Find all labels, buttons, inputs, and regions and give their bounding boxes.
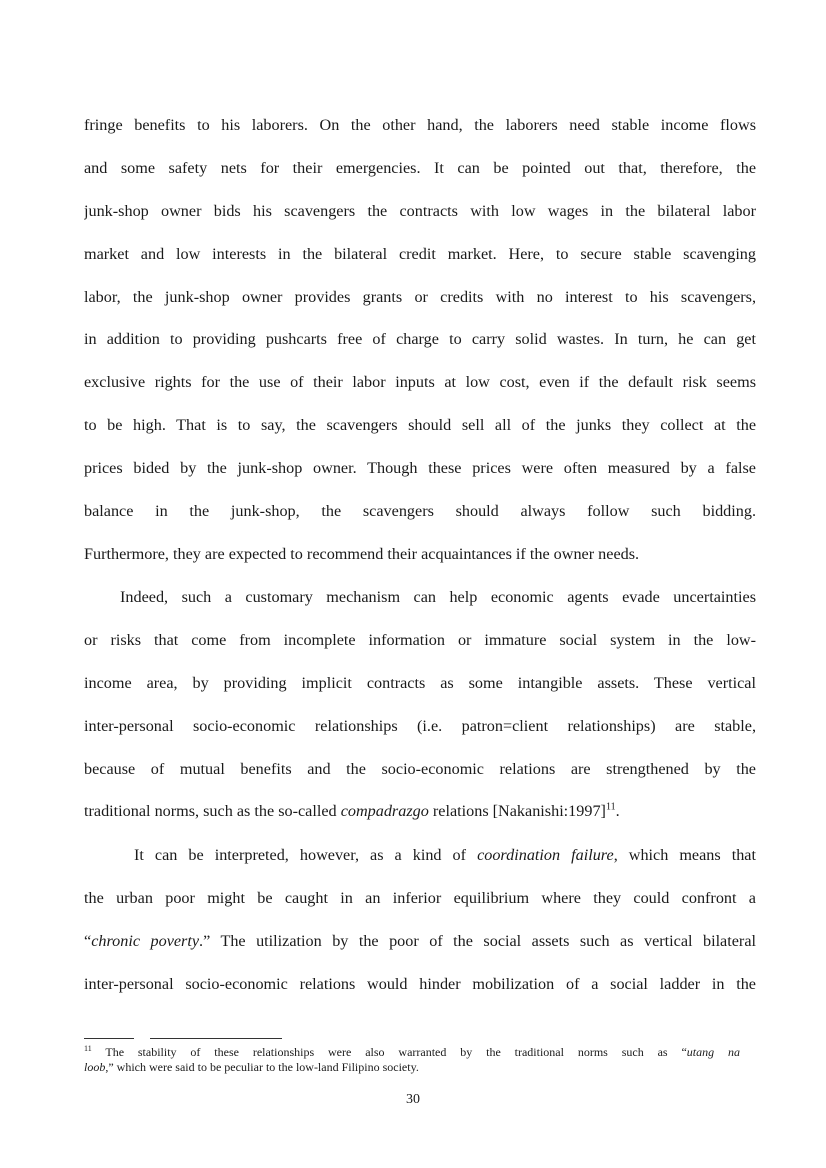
text-run: .” The utilization by the poor of the social assets such as vertical bilateral bbox=[199, 931, 756, 950]
text-line: in addition to providing pushcarts free of charge to carry solid wastes. In turn, he can get bbox=[84, 330, 756, 349]
footnote-line bbox=[84, 1045, 740, 1060]
italic-term: chronic poverty bbox=[91, 931, 200, 950]
italic-term: compadrazgo bbox=[340, 802, 429, 821]
text-run: ,” which were said to be peculiar to the low-land Filipino society. bbox=[105, 1059, 419, 1074]
text-line: and some safety nets for their emergencies. It can be pointed out that, therefore, the bbox=[84, 158, 756, 177]
text-line: prices bided by the junk-shop owner. Though these prices were often measured by a false bbox=[84, 459, 756, 478]
footnote-separator bbox=[84, 1038, 134, 1039]
text-run: The stability of these relationships were also warranted by the traditional norms such as “ bbox=[91, 1045, 687, 1059]
text-run: “ bbox=[84, 931, 92, 950]
footnote-number: 11 bbox=[84, 1044, 92, 1053]
text-line: because of mutual benefits and the socio-economic relations are strengthened by the bbox=[84, 759, 756, 778]
text-line bbox=[84, 790, 756, 833]
italic-term: loob bbox=[84, 1059, 106, 1074]
paragraph-2 bbox=[84, 576, 756, 833]
italic-term: utang na bbox=[686, 1045, 740, 1059]
text-run: traditional norms, such as the so-called bbox=[84, 802, 341, 821]
text-line: inter-personal socio-economic relations would hinder mobilization of a social ladder in the bbox=[84, 974, 756, 993]
paragraph-1 bbox=[84, 104, 756, 576]
text-line: income area, by providing implicit contracts as some intangible assets. These vertical bbox=[84, 673, 756, 692]
italic-term: coordination failure bbox=[477, 846, 614, 864]
text-line: junk-shop owner bids his scavengers the contracts with low wages in the bilateral labor bbox=[84, 201, 756, 220]
footnote bbox=[84, 1045, 740, 1074]
text-run: It can be interpreted, however, as a kind of bbox=[134, 846, 478, 864]
text-line: labor, the junk-shop owner provides grants or credits with no interest to his scavengers, bbox=[84, 287, 756, 306]
footnote-reference[interactable]: 11 bbox=[605, 802, 616, 814]
footnote-line bbox=[84, 1060, 740, 1075]
footnote-separator bbox=[150, 1038, 282, 1039]
page-number: 30 bbox=[406, 1092, 420, 1107]
text-run: relations [Nakanishi:1997] bbox=[428, 802, 606, 821]
text-line bbox=[84, 834, 756, 877]
text-run: , which means that bbox=[613, 846, 756, 864]
text-line: the urban poor might be caught in an inferior equilibrium where they could confront a bbox=[84, 888, 756, 907]
text-line: market and low interests in the bilateral credit market. Here, to secure stable scavenging bbox=[84, 244, 756, 263]
text-line: inter-personal socio-economic relationships (i.e. patron=client relationships) are stable, bbox=[84, 716, 756, 735]
text-line: exclusive rights for the use of their labor inputs at low cost, even if the default risk seems bbox=[84, 373, 756, 392]
text-line: fringe benefits to his laborers. On the other hand, the laborers need stable income flows bbox=[84, 116, 756, 134]
paragraph-3 bbox=[84, 834, 756, 1006]
text-line: Indeed, such a customary mechanism can help economic agents evade uncertainties bbox=[120, 588, 756, 606]
text-run: . bbox=[615, 802, 620, 821]
text-line: Furthermore, they are expected to recommend their acquaintances if the owner needs. bbox=[84, 544, 640, 563]
text-line bbox=[84, 920, 756, 963]
text-line: or risks that come from incomplete information or immature social system in the low- bbox=[84, 630, 756, 649]
text-line: to be high. That is to say, the scavengers should sell all of the junks they collect at the bbox=[84, 416, 756, 435]
text-line: balance in the junk-shop, the scavengers should always follow such bidding. bbox=[84, 502, 756, 521]
